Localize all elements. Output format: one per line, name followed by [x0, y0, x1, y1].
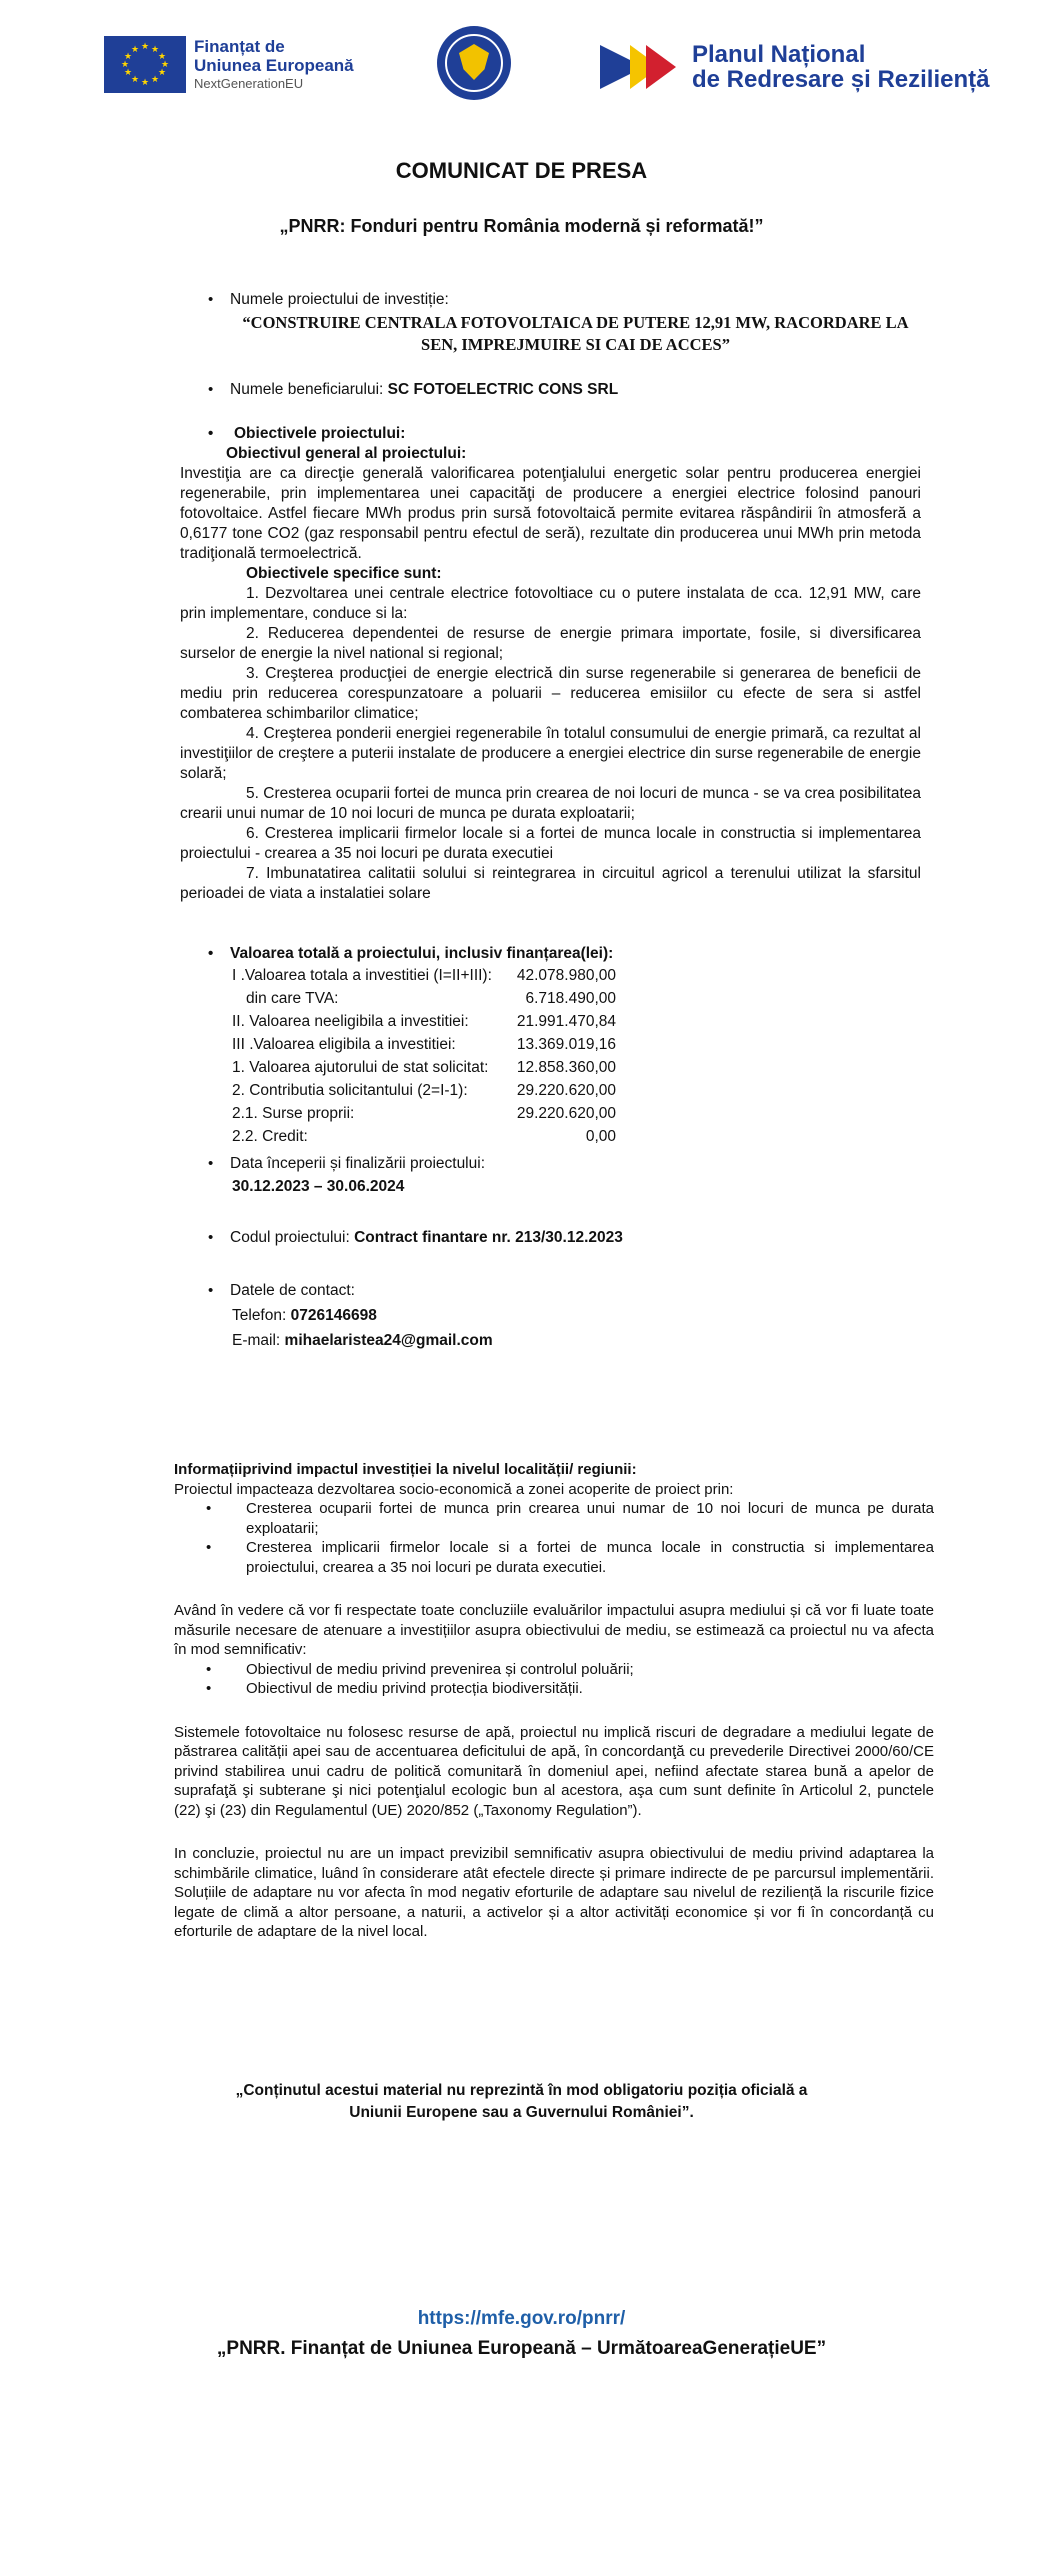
project-dates-label: • Data începerii și finalizării proiectului: [186, 1152, 921, 1175]
list-item: 3. Creşterea producţiei de energie electrică din surse regenerabile si generarea de beneficii de mediu prin reducerea corespunzatoare a poluarii – reducerea emisiilor cu efecte de sera si astfel combaterea schimbarilor climatice; [180, 665, 921, 722]
list-item: 7. Imbunatatirea calitatii solului si reintegrarea in circuitul agricol a terenului utilizat la sfarsitul perioadei de viata a instalatiei solare [180, 865, 921, 902]
table-row: I .Valoarea totala a investitiei (I=II+III): 42.078.980,00 [232, 967, 616, 984]
list-item: • Obiectivul de mediu privind protecția biodiversității. [174, 1679, 934, 1699]
eu-logo-line2: Uniunea Europeană [194, 56, 354, 75]
beneficiary-name: SC FOTOELECTRIC CONS SRL [387, 381, 619, 398]
table-row: 2.1. Surse proprii: 29.220.620,00 [232, 1105, 616, 1122]
general-objective-text: Investiţia are ca direcţie generală valorificarea potenţialului energetic solar pentru producerea energiei regenerabile, prin implementarea unei capacităţi de producere a energiei electrice folosind panouri fotovoltaice. Astfel fiecare MWh produs prin sursă fotovoltaică permite evitarea răspândirii în atmosferă a 0,6177 tone CO2 (gaz responsabil pentru efectul de seră), rezultate din producerea unui MWh prin metoda tradiţională termoelectrică. [180, 465, 921, 562]
table-row: 2.2. Credit: 0,00 [232, 1128, 616, 1145]
document-title: COMUNICAT DE PRESA [395, 158, 648, 183]
table-row: II. Valoarea neeligibila a investitiei: 21.991.470,84 [232, 1013, 616, 1030]
eu-logo-line3: NextGenerationEU [194, 76, 304, 91]
specific-objectives-label: Obiectivele specifice sunt: [246, 565, 442, 582]
impact-section [174, 1460, 934, 1942]
list-item: 6. Cresterea implicarii firmelor locale si a fortei de munca locale in constructia si implementarea proiectului - crearea a 35 noi locuri pe durata executiei [180, 825, 921, 862]
environment-intro: Având în vedere că vor fi respectate toate concluziile evaluărilor impactului asupra mediului și că vor fi luate toate măsurile necesare de atenuare a investițiilor asupra obiectivului de mediu, se estimează ca proiectul nu va afecta în mod semnificativ: [174, 1602, 934, 1658]
conclusion-paragraph: In concluzie, proiectul nu are un impact previzibil semnificativ asupra obiectivului de mediu privind adaptarea la schimbările climatice, luând în considerare atât efectele directe și primare indirecte de pe parcursul implementării. Soluțiile de adaptare nu vor afecta în mod negativ eforturile de adaptare sau nivelul de reziliență la riscurile fizice legate de climă a altor persoane, a naturii, a activelor și a altor activități economice și vor fi în concordanță cu eforturile de adaptare de la nivel local. [174, 1845, 934, 1940]
table-row: 2. Contributia solicitantului (2=I-1): 29.220.620,00 [232, 1082, 616, 1099]
pnrr-logo-line1: Planul Național [692, 41, 866, 68]
disclaimer [0, 2080, 1043, 2124]
contact-label: • Datele de contact: [186, 1278, 921, 1303]
project-code-line [186, 1228, 921, 1248]
project-name: “CONSTRUIRE CENTRALA FOTOVOLTAICA DE PUTERE 12,91 MW, RACORDARE LA SEN, IMPREJMUIRE SI CAI DE ACCES” [242, 313, 909, 354]
romanian-government-seal-icon [437, 26, 511, 100]
disclaimer-line1: „Conținutul acestui material nu reprezintă în mod obligatoriu poziția oficială a [235, 2082, 808, 2099]
project-details [180, 290, 921, 1353]
pnrr-logo [600, 42, 989, 92]
objectives-label: • Obiectivele proiectului: [186, 424, 921, 444]
general-objective-label: Obiectivul general al proiectului: [226, 445, 467, 462]
phone-number: 0726146698 [290, 1307, 377, 1324]
impact-intro: Proiectul impacteaza dezvoltarea socio-economică a zonei acoperite de proiect prin: [174, 1480, 734, 1498]
table-row: 1. Valoarea ajutorului de stat solicitat: 12.858.360,00 [232, 1059, 616, 1076]
list-item: 1. Dezvoltarea unei centrale electrice fotovoltiace cu o putere instalata de cca. 12,91 MW, care prin implementare, conduce si la: [180, 585, 921, 622]
beneficiary-line [186, 380, 921, 400]
project-value-label: • Valoarea totală a proiectului, inclusiv finanțarea(lei): [186, 944, 921, 964]
footer-slogan: „PNRR. Finanțat de Uniunea Europeană – UrmătoareaGenerațieUE” [216, 2338, 827, 2359]
list-item: 4. Creşterea ponderii energiei regenerabile în totalul consumului de energie primară, ca rezultat al investiţiilor de creştere a puterii instalate de producere a energiei electrice din surse regenerabile de energie solară; [180, 725, 921, 782]
pnrr-logo-line2: de Redresare și Reziliență [692, 66, 990, 93]
specific-objectives-list [180, 584, 921, 904]
project-dates: 30.12.2023 – 30.06.2024 [232, 1178, 405, 1195]
eu-flag-icon: ★ ★ ★ ★ ★ ★ ★ ★ ★ ★ ★ ★ [104, 36, 186, 93]
eu-funding-logo [104, 36, 354, 93]
header-logos [0, 26, 1043, 106]
impact-heading: Informațiiprivind impactul investiției la nivelul localității/ regiunii: [174, 1461, 637, 1478]
footer-link[interactable]: https://mfe.gov.ro/pnrr/ [417, 2308, 626, 2329]
list-item: 2. Reducerea dependentei de resurse de energie primara importate, fosile, si diversificarea surselor de energie la nivel national si regional; [180, 625, 921, 662]
table-row: din care TVA: 6.718.490,00 [246, 990, 616, 1007]
beneficiary-label: Numele beneficiarului: [230, 381, 388, 398]
list-item: 5. Cresterea ocuparii fortei de munca prin crearea de noi locuri de munca - se va crea posibilitatea crearii unui numar de 10 noi locuri de munca pe durata exploatarii; [180, 785, 921, 822]
disclaimer-line2: Uniunii Europene sau a Guvernului României”. [349, 2104, 694, 2121]
email-line: E-mail: mihaelaristea24@gmail.com [232, 1332, 493, 1349]
list-item: • Obiectivul de mediu privind prevenirea și controlul poluării; [174, 1660, 934, 1680]
eu-logo-line1: Finanțat de [194, 37, 285, 56]
document-subtitle: „PNRR: Fonduri pentru România modernă și reformată!” [279, 216, 764, 236]
pnrr-flag-arrows-icon [600, 45, 682, 89]
project-values-table [232, 964, 921, 1148]
list-item: • Cresterea implicarii firmelor locale si a fortei de munca locale in constructia si implementarea proiectului, crearea a 35 noi locuri pe durata executiei. [174, 1538, 934, 1577]
water-paragraph: Sistemele fotovoltaice nu folosesc resurse de apă, proiectul nu implică riscuri de degradare a mediului legate de păstrarea calității apei sau de accentuarea deficitului de apă, în concordanţă cu prevederile Directivei 2000/60/CE privind stabilirea unui cadru de politică comunitară în domeniul apei, nefiind afectate starea bună a apelor de suprafaţă şi subterane şi nici potenţialul ecologic bun al acestora, aşa cum sunt definite în Articolul 2, punctele (22) şi (23) din Regulamentul (UE) 2020/852 („Taxonomy Regulation”). [174, 1723, 934, 1819]
project-code: Contract finantare nr. 213/30.12.2023 [354, 1229, 623, 1246]
project-code-label: Codul proiectului: [230, 1229, 355, 1246]
phone-line: Telefon: 0726146698 [232, 1307, 377, 1324]
table-row: III .Valoarea eligibila a investitiei: 13.369.019,16 [232, 1036, 616, 1053]
email-address[interactable]: mihaelaristea24@gmail.com [284, 1332, 493, 1349]
project-name-label: • Numele proiectului de investiție: [186, 290, 921, 310]
list-item: • Cresterea ocuparii fortei de munca prin crearea unui numar de 10 noi locuri de munca pe durata exploatarii; [174, 1499, 934, 1538]
